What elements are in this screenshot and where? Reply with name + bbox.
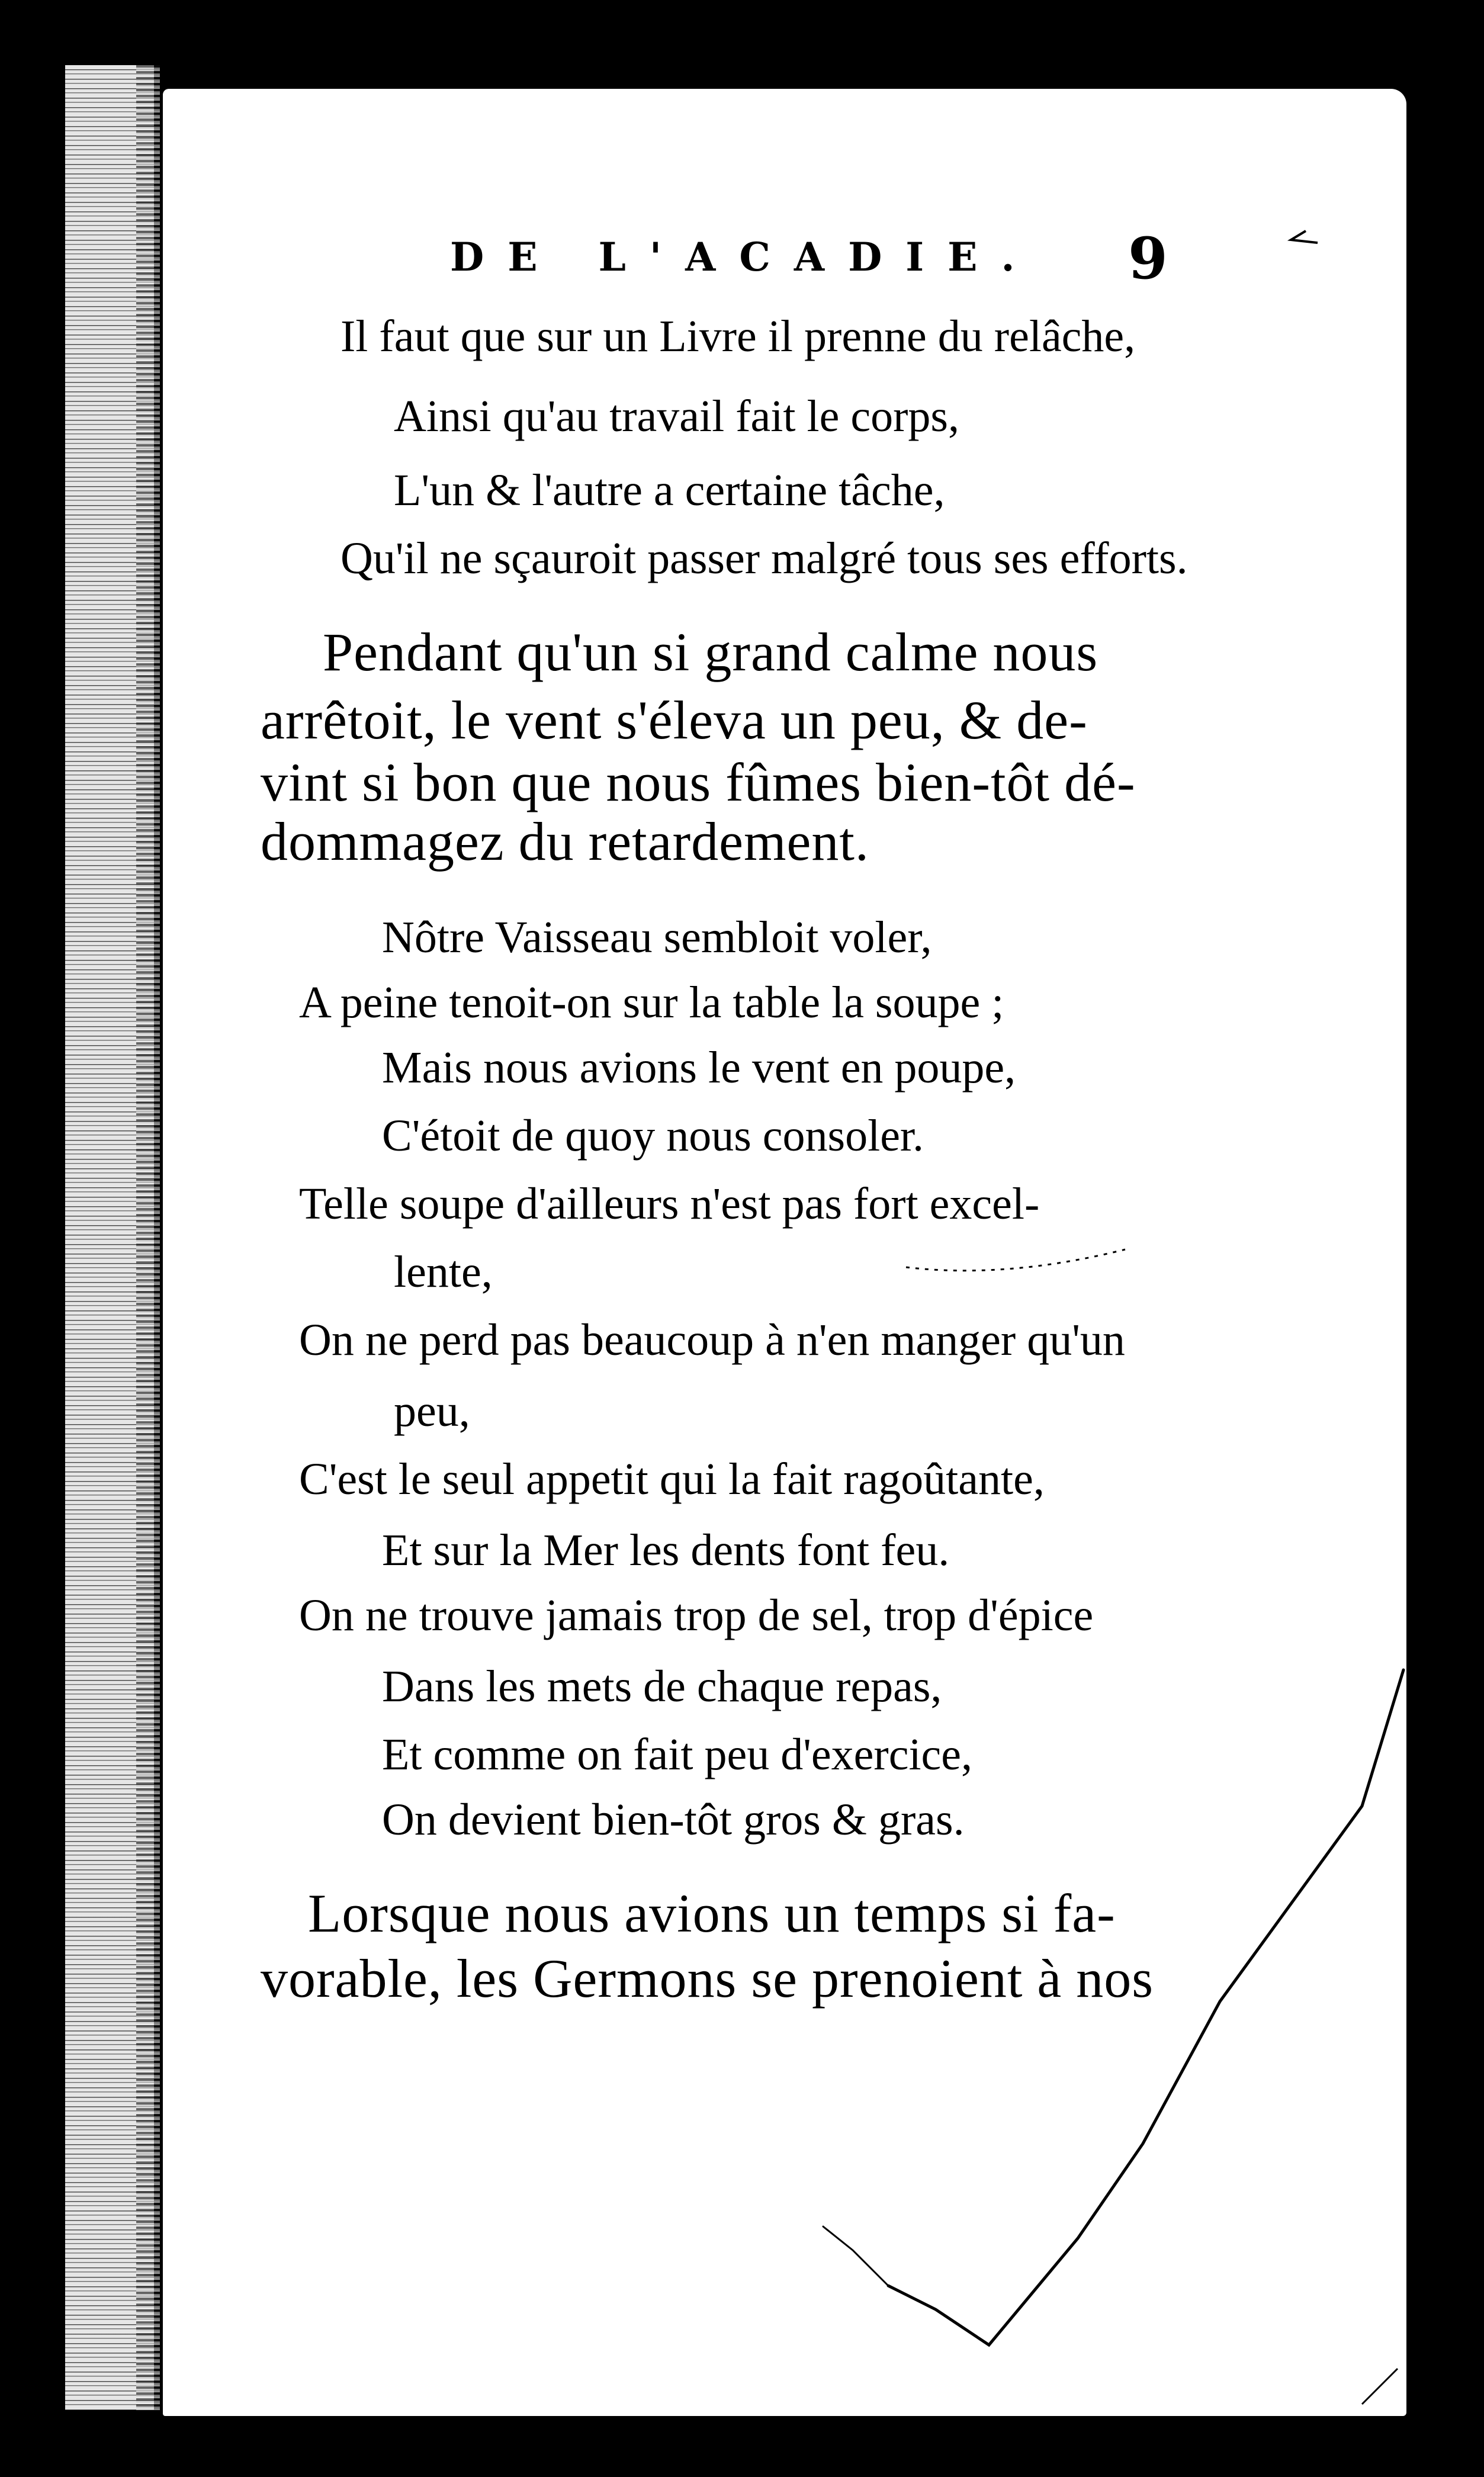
- verse-line: On ne perd pas beaucoup à n'en manger qu'un: [299, 1315, 1125, 1365]
- verse-line: Et comme on fait peu d'exercice,: [382, 1730, 973, 1779]
- verse-line: lente,: [394, 1247, 493, 1297]
- prose-line: Pendant qu'un si grand calme nous: [323, 622, 1098, 682]
- verse-line: peu,: [394, 1386, 470, 1436]
- verse-line: A peine tenoit-on sur la table la soupe ;: [299, 978, 1004, 1027]
- prose-line: dommagez du retardement.: [261, 811, 869, 872]
- prose-line: Lorsque nous avions un temps si fa-: [308, 1883, 1116, 1943]
- verse-line: On ne trouve jamais trop de sel, trop d'épice: [299, 1591, 1094, 1640]
- verse-line: Et sur la Mer les dents font feu.: [382, 1525, 950, 1575]
- verse-line: Dans les mets de chaque repas,: [382, 1662, 942, 1711]
- verse-line: Il faut que sur un Livre il prenne du relâche,: [341, 311, 1136, 361]
- binding-shadow: [136, 65, 160, 2410]
- verse-line: C'est le seul appetit qui la fait ragoûtante,: [299, 1454, 1045, 1504]
- prose-line: vorable, les Germons se prenoient à nos: [261, 1948, 1154, 2009]
- verse-line: Qu'il ne sçauroit passer malgré tous ses efforts.: [341, 534, 1188, 583]
- verse-line: Telle soupe d'ailleurs n'est pas fort excel-: [299, 1179, 1040, 1229]
- page-number: 9: [1128, 225, 1168, 292]
- verse-line: Mais nous avions le vent en poupe,: [382, 1043, 1016, 1093]
- running-head: DE L'ACADIE.: [450, 234, 1039, 280]
- verse-line: Nôtre Vaisseau sembloit voler,: [382, 913, 932, 962]
- prose-line: arrêtoit, le vent s'éleva un peu, & de-: [261, 690, 1088, 750]
- prose-line: vint si bon que nous fûmes bien-tôt dé-: [261, 752, 1136, 812]
- verse-line: On devient bien-tôt gros & gras.: [382, 1795, 965, 1845]
- verse-line: Ainsi qu'au travail fait le corps,: [394, 391, 959, 441]
- verse-line: L'un & l'autre a certaine tâche,: [394, 465, 945, 515]
- verse-line: C'étoit de quoy nous consoler.: [382, 1111, 924, 1161]
